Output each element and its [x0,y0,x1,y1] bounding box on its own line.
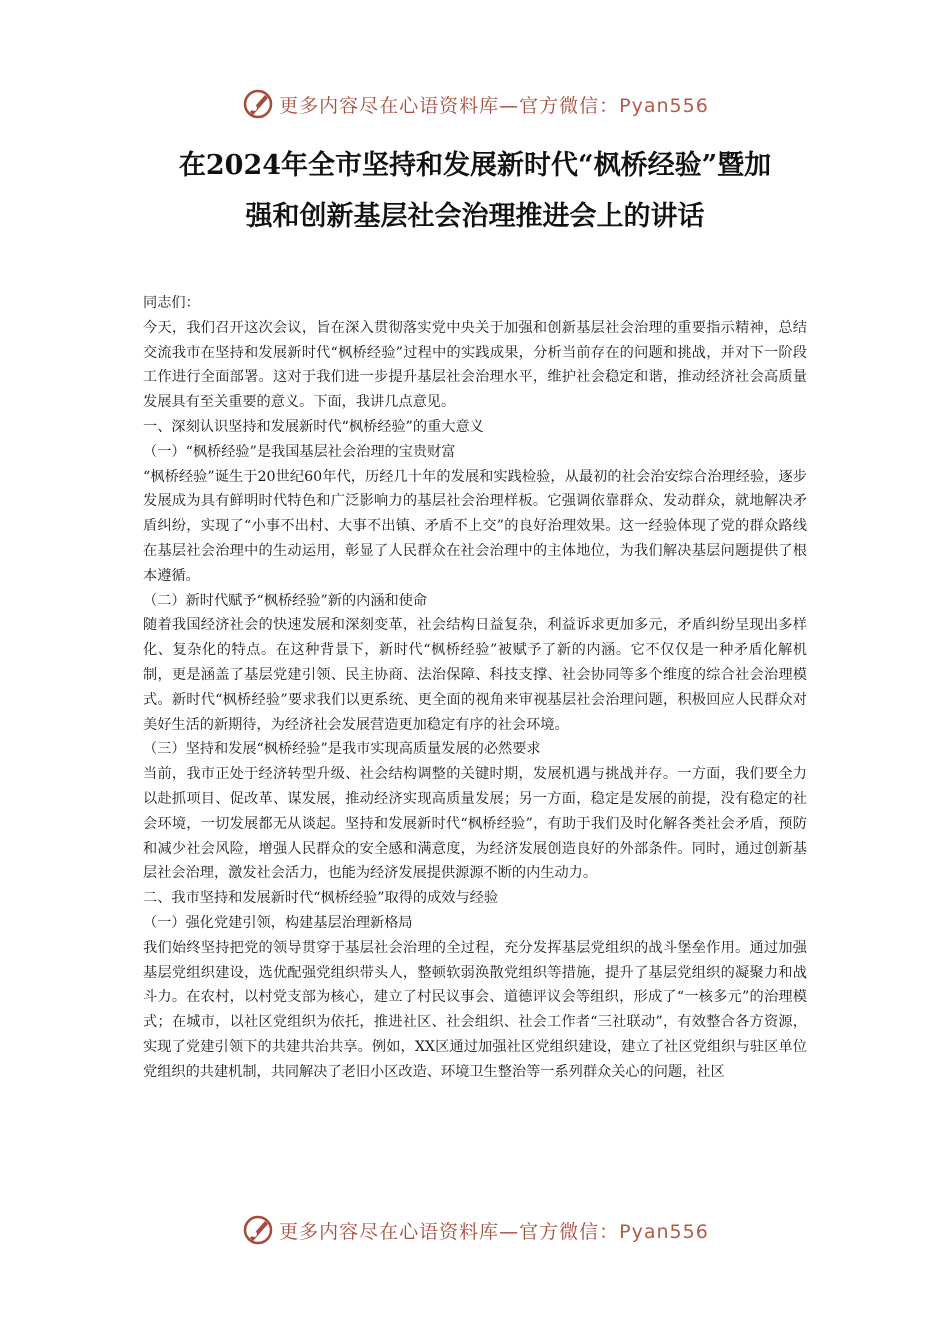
body-paragraph: 我们始终坚持把党的领导贯穿于基层社会治理的全过程，充分发挥基层党组织的战斗堡垒作用。通过加强基层党组织建设，选优配强党组织带头人，整顿软弱涣散党组织等措施，提升了基层党组织的凝聚力和战斗力。在农村，以村党支部为核心，建立了村民议事会、道德评议会等组织，形成了“一核多元”的治理模式；在城市，以社区党组织为依托，推进社区、社会组织、社会工作者“三社联动”，有效整合各方资源，实现了党建引领下的共建共治共享。例如，XX区通过加强社区党组织建设，建立了社区党组织与驻区单位党组织的共建机制，共同解决了老旧小区改造、环境卫生整治等一系列群众关心的问题，社区 [143,939,807,1080]
subsection-heading: （一）“枫桥经验”是我国基层社会治理的宝贵财富 [143,443,456,460]
body-paragraph: 随着我国经济社会的快速发展和深刻变革，社会结构日益复杂，利益诉求更加多元，矛盾纠纷呈现出多样化、复杂化的特点。在这种背景下，新时代“枫桥经验”被赋予了新的内涵。它不仅仅是一种矛盾化解机制，更是涵盖了基层党建引领、民主协商、法治保障、科技支撑、社会协同等多个维度的综合社会治理模式。新时代“枫桥经验”要求我们以更系统、更全面的视角来审视基层社会治理问题，积极回应人民群众对美好生活的新期待，为经济社会发展营造更加稳定有序的社会环境。 [143,617,807,733]
salutation: 同志们： [143,295,200,311]
watermark-banner-bottom [0,1208,950,1252]
subsection-heading: （一）强化党建引领，构建基层治理新格局 [143,914,413,931]
pen-circle-logo-icon [241,1213,275,1247]
body-paragraph: 当前，我市正处于经济转型升级、社会结构调整的关键时期，发展机遇与挑战并存。一方面，我们要全力以赴抓项目、促改革、谋发展，推动经济实现高质量发展；另一方面，稳定是发展的前提，没有稳定的社会环境，一切发展都无从谈起。坚持和发展新时代“枫桥经验”，有助于我们及时化解各类社会矛盾，预防和减少社会风险，增强人民群众的安全感和满意度，为经济发展创造良好的外部条件。同时，通过创新基层社会治理，激发社会活力，也能为经济发展提供源源不断的内生动力。 [143,766,807,882]
wechat-id: Pyan556 [619,94,709,117]
watermark-banner-top [0,82,950,126]
wechat-id: Pyan556 [619,1220,709,1243]
body-paragraph: 今天，我们召开这次会议，旨在深入贯彻落实党中央关于加强和创新基层社会治理的重要指示精神，总结交流我市在坚持和发展新时代“枫桥经验”过程中的实践成果，分析当前存在的问题和挑战，并对下一阶段工作进行全面部署。这对于我们进一步提升基层社会治理水平，维护社会稳定和谐，推动经济社会高质量发展具有至关重要的意义。下面，我讲几点意见。 [143,319,807,411]
section-heading: 二、我市坚持和发展新时代“枫桥经验”取得的成效与经验 [143,890,499,907]
page-title [120,140,830,242]
title-line: 在2024年全市坚持和发展新时代“枫桥经验”暨加 [178,150,772,181]
watermark-text: 更多内容尽在心语资料库—官方微信：Pyan556 [279,1220,709,1243]
watermark-text: 更多内容尽在心语资料库—官方微信：Pyan556 [279,94,709,117]
title-line: 强和创新基层社会治理推进会上的讲话 [245,201,705,232]
body-paragraph: “枫桥经验”诞生于20世纪60年代，历经几十年的发展和实践检验，从最初的社会治安综合治理经验，逐步发展成为具有鲜明时代特色和广泛影响力的基层社会治理样板。它强调依靠群众、发动群众，就地解决矛盾纠纷，实现了“小事不出村、大事不出镇、矛盾不上交”的良好治理效果。这一经验体现了党的群众路线在基层社会治理中的生动运用，彰显了人民群众在社会治理中的主体地位，为我们解决基层问题提供了根本遵循。 [143,468,807,584]
section-heading: 一、深刻认识坚持和发展新时代“枫桥经验”的重大意义 [143,418,484,435]
subsection-heading: （二）新时代赋予“枫桥经验”新的内涵和使命 [143,592,428,609]
subsection-heading: （三）坚持和发展“枫桥经验”是我市实现高质量发展的必然要求 [143,741,541,758]
document-body [143,291,807,1085]
pen-circle-logo-icon [241,87,275,121]
